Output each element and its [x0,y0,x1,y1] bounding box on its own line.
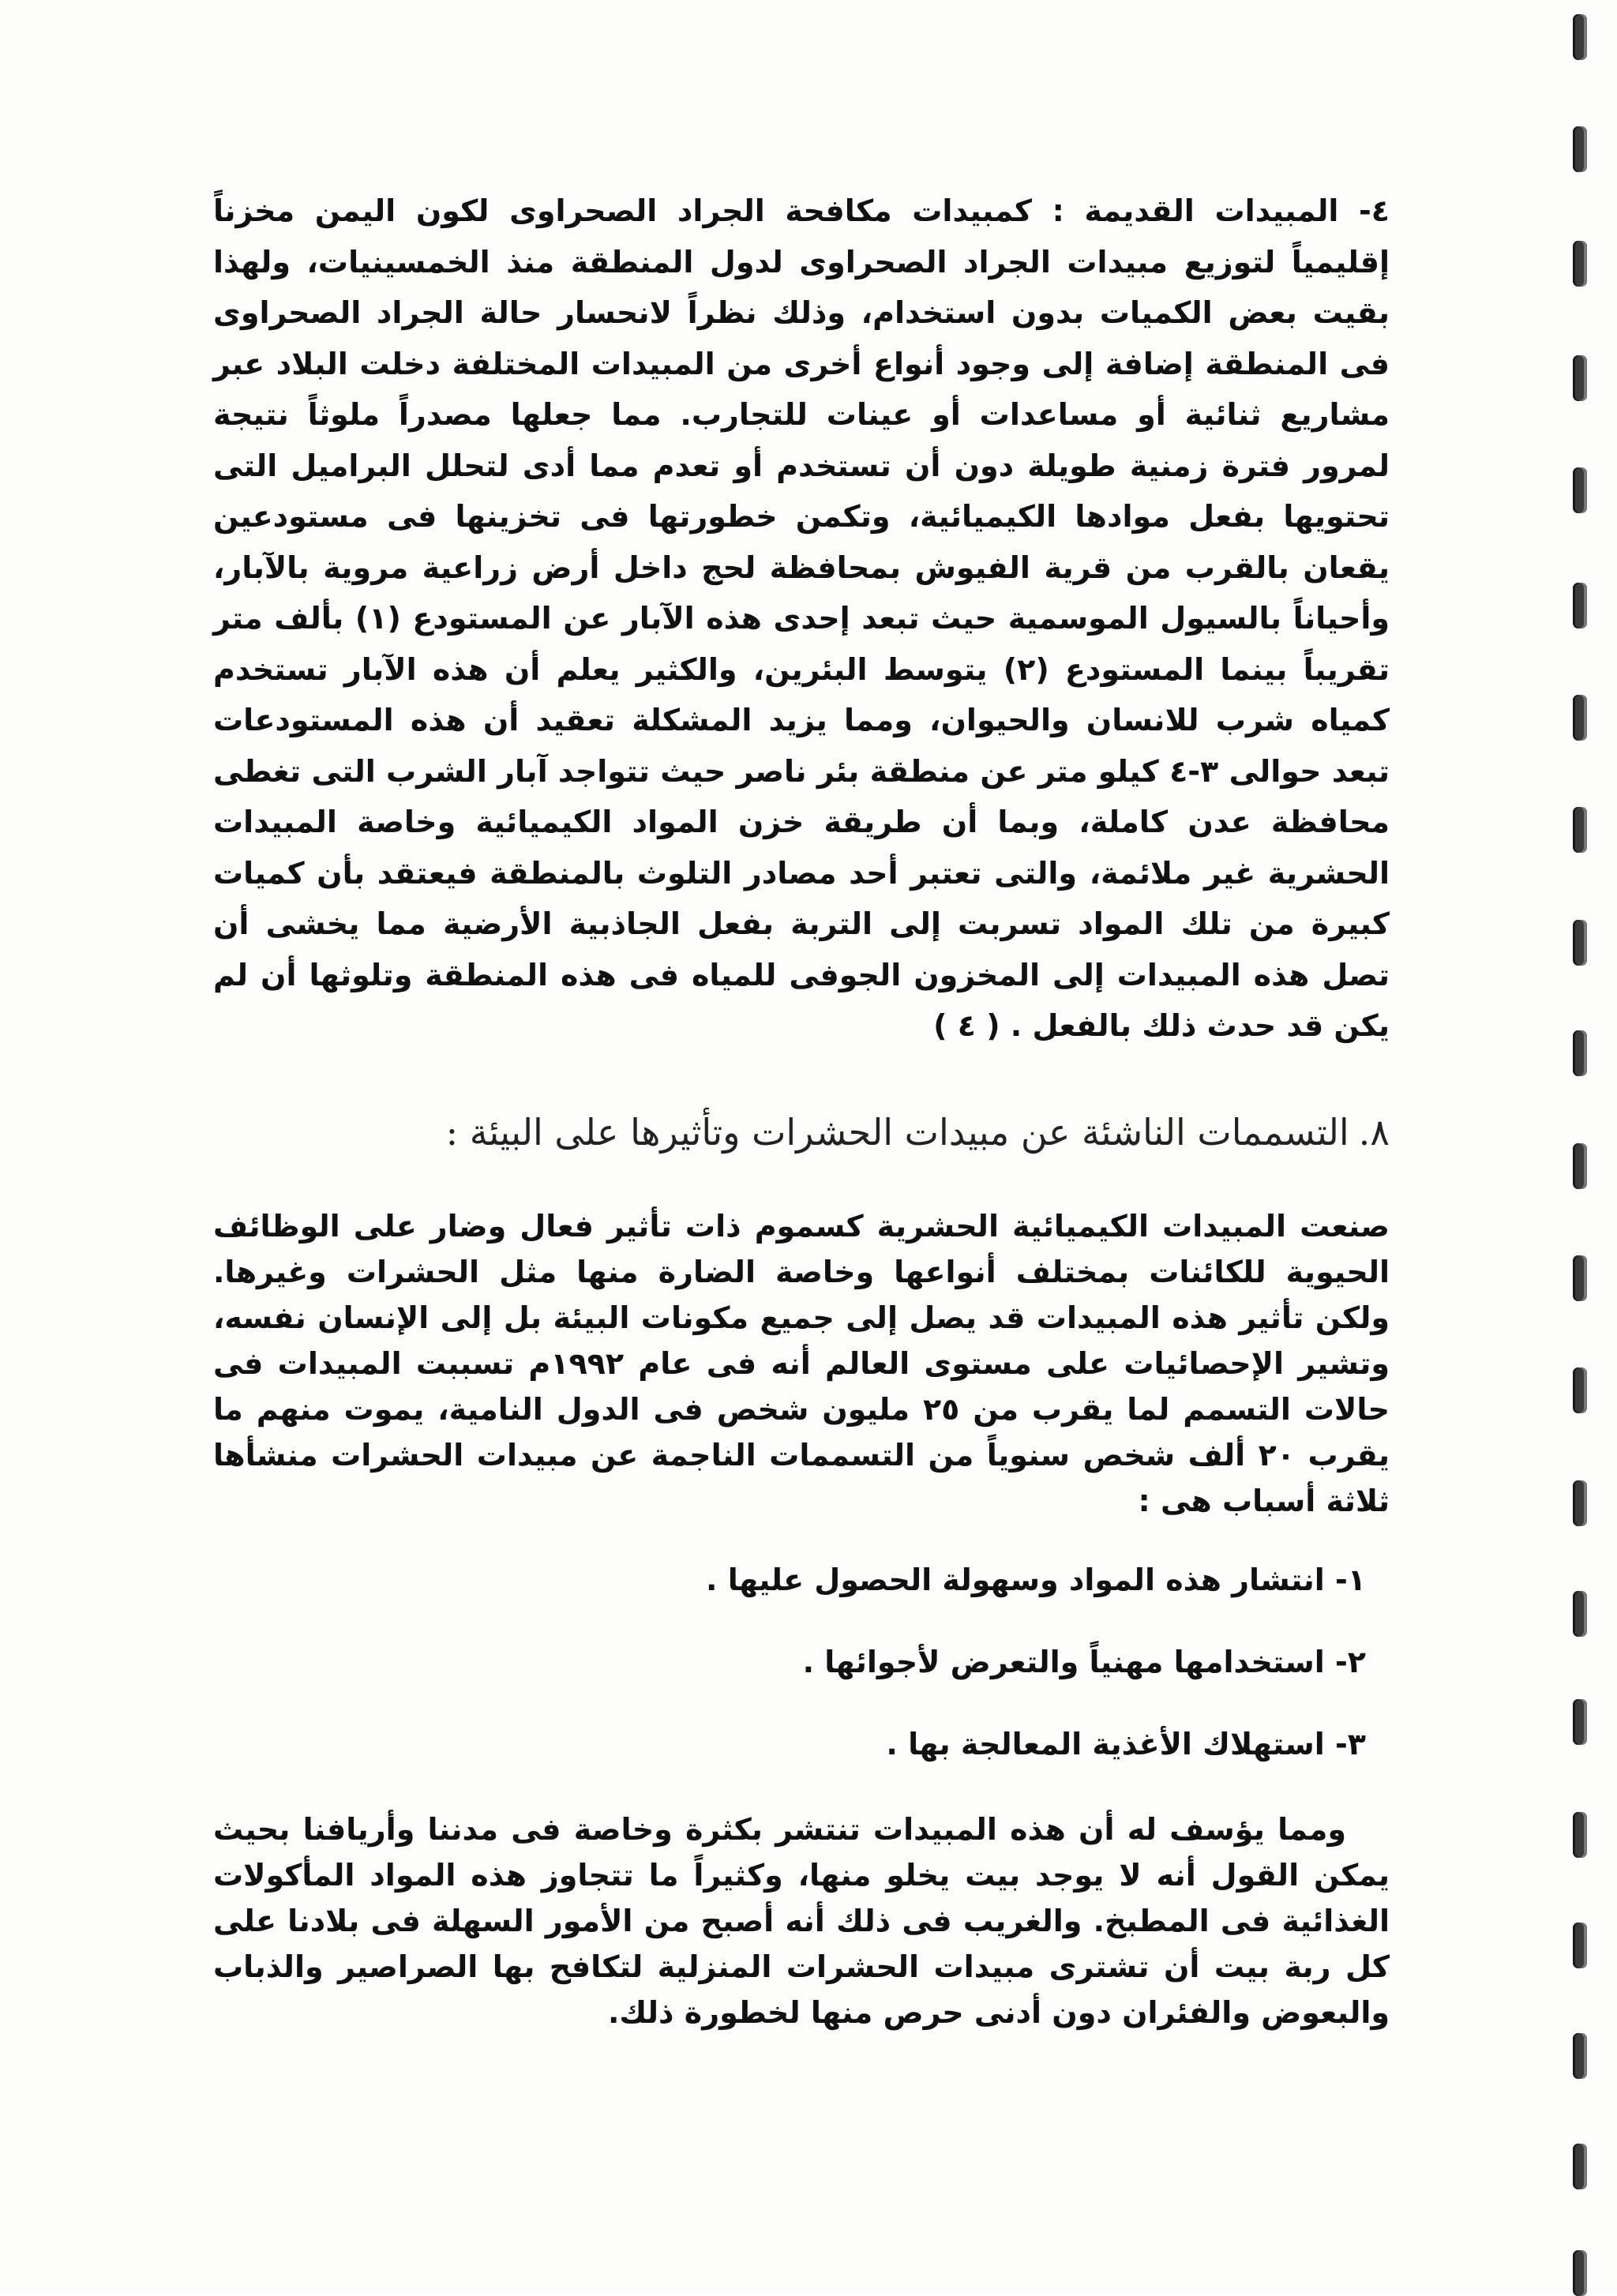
binding-ring [1573,1699,1587,1745]
section-title: التسممات الناشئة عن مبيدات الحشرات وتأثيرها على البيئة : [445,1110,1349,1154]
binding-ring [1573,467,1587,513]
binding-ring [1573,1143,1587,1189]
binding-ring [1573,920,1587,966]
causes-list [213,1557,1390,1767]
binding-ring [1573,583,1587,628]
binding-ring [1573,14,1587,60]
page-content [213,186,1390,2035]
binding-ring [1573,2250,1587,2296]
list-item: ٢- استخدامها مهنياً والتعرض لأجوائها . [802,1644,1366,1679]
paragraph-pesticide-poisoning: صنعت المبيدات الكيميائية الحشرية كسموم ذات تأثير فعال وضار على الوظائف الحيوية للكائنات بمختلف أنواعها وخاصة الضارة منها مثل الحشرات وغيرها. ولكن تأثير هذه المبيدات قد يصل إلى جميع مكونات البيئة بل إلى الإنسان نفسه، وتشير الإحصائيات على مستوى العالم أنه فى عام ١٩٩٢م تسببت المبيدات فى حالات التسمم لما يقرب من ٢٥ مليون شخص فى الدول النامية، يموت منهم ما يقرب ٢٠ ألف شخص سنوياً من التسممات الناجمة عن مبيدات الحشرات منشأها ثلاثة أسباب هى : [213,1208,1390,1518]
binding-ring [1573,2144,1587,2189]
list-item: ١- انتشار هذه المواد وسهولة الحصول عليها . [706,1562,1366,1597]
paragraph-old-pesticides: ٤- المبيدات القديمة : كمبيدات مكافحة الجراد الصحراوى لكون اليمن مخزناً إقليمياً لتوزيع مبيدات الجراد الصحراوى لدول المنطقة منذ الخمسينيات، ولهذا بقيت بعض الكميات بدون استخدام، وذلك نظراً لانحسار حالة الجراد الصحراوى فى المنطقة إضافة إلى وجود أنواع أخرى من المبيدات المختلفة دخلت البلاد عبر مشاريع ثنائية أو مساعدات أو عينات للتجارب. مما جعلها مصدراً ملوثاً نتيجة لمرور فترة زمنية طويلة دون أن تستخدم أو تعدم مما أدى لتحلل البراميل التى تحتويها بفعل موادها الكيميائية، وتكمن خطورتها فى تخزينها فى مستودعين يقعان بالقرب من قرية الفيوش بمحافظة لحج داخل أرض زراعية مروية بالآبار، وأحياناً بالسيول الموسمية حيث تبعد إحدى هذه الآبار عن المستودع (١) بألف متر تقريباً بينما المستودع (٢) يتوسط البئرين، والكثير يعلم أن هذه الآبار تستخدم كمياه شرب للانسان والحيوان، ومما يزيد المشكلة تعقيد أن هذه المستودعات تبعد حوالى ٣-٤ كيلو متر عن منطقة بئر ناصر حيث تتواجد آبار الشرب التى تغطى محافظة عدن كاملة، وبما أن طريقة خزن المواد الكيميائية وخاصة المبيدات الحشرية غير ملائمة، والتى تعتبر أحد مصادر التلوث بالمنطقة فيعتقد بأن كميات كبيرة من تلك المواد تسربت إلى التربة بفعل الجاذبية الأرضية مما يخشى أن تصل هذه المبيدات إلى المخزون الجوفى للمياه فى هذه المنطقة وتلوثها أن لم يكن قد حدث ذلك بالفعل . ( ٤ ) [213,193,1390,1043]
binding-ring [1573,1367,1587,1413]
binding-ring [1573,2033,1587,2079]
binding-ring [1573,807,1587,853]
binding-ring [1573,695,1587,741]
binding-ring [1573,1255,1587,1301]
binding-ring [1573,241,1587,287]
section-heading [213,1109,1390,1156]
spiral-binding [1546,0,1617,2292]
paragraph-household-use: ومما يؤسف له أن هذه المبيدات تنتشر بكثرة وخاصة فى مدننا وأريافنا بحيث يمكن القول أنه لا يوجد بيت يخلو منها، وكثيراً ما تتجاوز هذه المواد المأكولات الغذائية فى المطبخ. والغريب فى ذلك أنه أصبح من الأمور السهلة فى بلادنا على كل ربة بيت أن تشترى مبيدات الحشرات المنزلية لتكافح بها الصراصير والذباب والبعوض والفئران دون أدنى حرص منها لخطورة ذلك. [213,1811,1390,2030]
binding-ring [1573,1812,1587,1858]
binding-ring [1573,1480,1587,1526]
list-item: ٣- استهلاك الأغذية المعالجة بها . [886,1726,1366,1761]
section-number: ٨. [1358,1110,1390,1154]
binding-ring [1573,1591,1587,1637]
binding-ring [1573,355,1587,401]
binding-ring [1573,126,1587,172]
binding-ring [1573,1030,1587,1076]
binding-ring [1573,1923,1587,1968]
